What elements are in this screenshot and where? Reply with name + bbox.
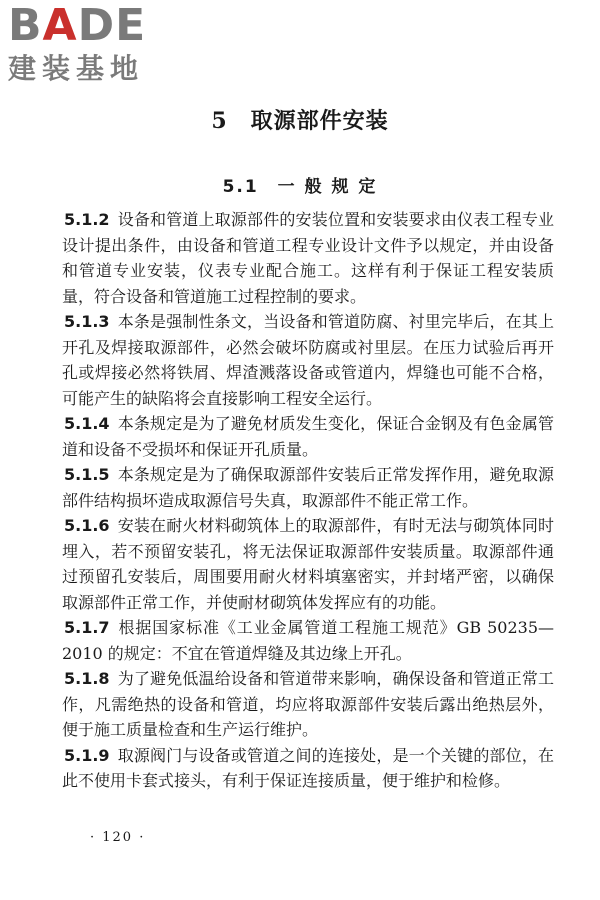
clause-number: 5.1.9 [64,745,110,765]
logo-letter-b: B [8,0,43,51]
clause-text: 根据国家标准《工业金属管道工程施工规范》GB 50235—2010 的规定：不宜在管道焊缝及其边缘上开孔。 [62,618,554,663]
clause-text: 为了避免低温给设备和管道带来影响，确保设备和管道正常工作，凡需绝热的设备和管道，均应将取源部件安装后露出绝热层外，便于施工质量检查和生产运行维护。 [62,669,554,739]
clause-5-1-6 [62,513,554,615]
clause-text: 设备和管道上取源部件的安装位置和安装要求由仪表工程专业设计提出条件，由设备和管道工程专业设计文件予以规定，并由设备和管道专业安装，仪表专业配合施工。这样有利于保证工程安装质量，符合设备和管道施工过程控制的要求。 [62,210,554,306]
clause-number: 5.1.3 [64,312,110,331]
clause-5-1-7 [62,615,554,666]
clause-5-1-8 [62,666,554,743]
logo-subtitle: 建装基地 [8,52,145,85]
clause-list [62,207,554,794]
clause-number: 5.1.5 [64,465,110,484]
clause-number: 5.1.4 [64,414,110,433]
clause-5-1-4 [62,411,554,462]
logo-wordmark [8,0,178,51]
clause-5-1-3 [62,309,554,411]
clause-text: 本条规定是为了避免材质发生变化，保证合金钢及有色金属管道和设备不受损坏和保证开孔质量。 [62,414,554,459]
clause-5-1-9 [62,743,554,794]
chapter-title: 5 取源部件安装 [211,108,389,134]
logo-letter-a: A [42,0,78,51]
clause-number: 5.1.2 [64,210,110,229]
clause-text: 安装在耐火材料砌筑体上的取源部件，有时无法与砌筑体同时埋入，若不预留安装孔，将无法保证取源部件安装质量。取源部件通过预留孔安装后，周围要用耐火材料填塞密实，并封堵严密，以确保取源部件正常工作，并使耐材砌筑体发挥应有的功能。 [62,516,554,612]
clause-text: 取源阀门与设备或管道之间的连接处，是一个关键的部位，在此不使用卡套式接头，有利于保证连接质量，便于维护和检修。 [62,745,554,790]
clause-5-1-2 [62,207,554,309]
clause-5-1-5 [62,462,554,513]
logo-letters-de: DE [77,0,147,51]
clause-text: 本条规定是为了确保取源部件安装后正常发挥作用，避免取源部件结构损坏造成取源信号失真，取源部件不能正常工作。 [62,465,554,510]
clause-number: 5.1.7 [64,618,110,637]
bade-logo [8,0,178,94]
clause-text: 本条是强制性条文，当设备和管道防腐、衬里完毕后，在其上开孔及焊接取源部件，必然会破坏防腐或衬里层。在压力试验后再开孔或焊接必然将铁屑、焊渣溅落设备或管道内，焊缝也可能不合格，可能产生的缺陷将会直接影响工程安全运行。 [62,312,554,408]
clause-number: 5.1.6 [64,516,110,535]
clause-number: 5.1.8 [64,669,110,688]
page-number: · 120 · [90,830,146,845]
section-title: 5.1 一 般 规 定 [222,177,378,197]
